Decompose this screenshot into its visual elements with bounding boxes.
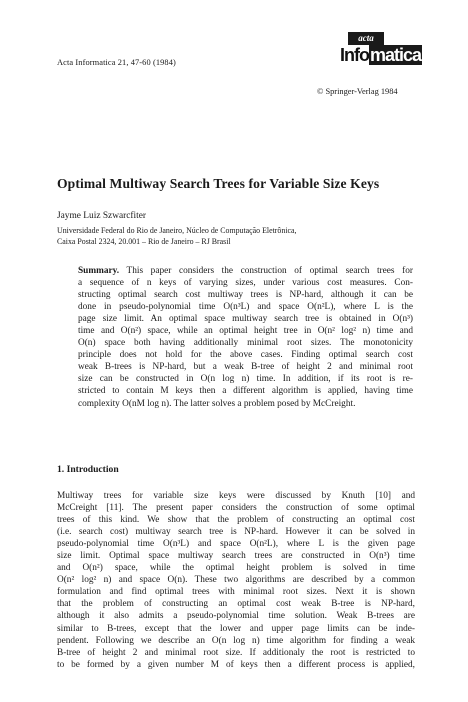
author-affiliation — [57, 225, 417, 247]
abstract-line: O(n) space both having additionally minimal root sizes. The monotonicity — [78, 338, 413, 349]
abstract-line: stricted to contain M keys then a different algorithm is applied, having time — [78, 386, 413, 397]
publisher-copyright: © Springer-Verlag 1984 — [317, 87, 398, 96]
abstract-line: weak B-trees is NP-hard, but a weak B-tree of height 2 and minimal root — [78, 362, 413, 373]
affiliation-line: Universidade Federal do Rio de Janeiro, Núcleo de Computação Eletrônica, — [57, 226, 297, 235]
abstract-lead: Summary. — [78, 266, 120, 276]
abstract-line: page size limit. An optimal space multiway search tree is obtained in O(n³) — [78, 314, 413, 325]
body-line: (i.e. search cost) multiway search tree is NP-hard. However it can be solved in — [57, 527, 415, 538]
body-line: pseudo-polynomial time O(n³L) and space O(n²L), where L is the given page — [57, 539, 415, 550]
abstract-line: a sequence of n keys of varying sizes, under various cost measures. Con- — [78, 278, 413, 289]
abstract-line: complexity O(nM log n). The latter solves a problem posed by McCreight. — [78, 398, 356, 409]
abstract-line: principle does not hold for the above cases. Finding optimal search cost — [78, 350, 413, 361]
body-line: and O(n²) space, while the optimal height problem is solved in time — [57, 563, 415, 574]
body-line: size limit. Optimal space multiway search trees are constructed in O(n³) time — [57, 551, 415, 562]
body-line: McCreight [11]. The present paper considers the construction of some optimal — [57, 503, 415, 514]
abstract-line: time and O(n²) space, while an optimal height tree in O(n² log² n) time and — [78, 326, 413, 337]
body-line: to be formed by a given number M of keys then a different process is applied, — [57, 659, 415, 670]
abstract-line: size can be constructed in O(n log n) time. In addition, if its root is re- — [78, 374, 413, 385]
journal-logo — [340, 32, 422, 80]
logo-info-part: Info — [340, 45, 369, 65]
body-line: pendent. Following we describe an O(n log n) time algorithm for finding a weak — [57, 635, 415, 646]
logo-matica-part: matica — [370, 45, 422, 65]
abstract-line: structing optimal search cost multiway trees is NP-hard, although it can be — [78, 290, 413, 301]
body-line: O(n² log² n) and space O(n). These two algorithms are described by a common — [57, 575, 415, 586]
author-name: Jayme Luiz Szwarcfiter — [57, 211, 147, 221]
abstract — [78, 265, 413, 410]
body-line: trees of this kind. We show that the problem of constructing an optimal cost — [57, 515, 415, 526]
paper-title: Optimal Multiway Search Trees for Variable Size Keys — [57, 176, 380, 191]
section-heading: 1. Introduction — [57, 464, 119, 475]
body-line: Multiway trees for variable size keys were discussed by Knuth [10] and — [57, 491, 415, 501]
logo-acta-text: acta — [348, 32, 384, 45]
body-line: similar to B-trees, except that the lower and upper page limits can be inde- — [57, 623, 415, 634]
abstract-line — [78, 265, 413, 277]
abstract-line: done in pseudo-polynomial time O(n³L) and space O(n²L), where L is the — [78, 302, 413, 313]
logo-informatica-text — [340, 44, 422, 66]
body-line: formulation and find optimal trees with minimal root sizes. Next it is shown — [57, 587, 415, 598]
affiliation-line: Caixa Postal 2324, 20.001 – Rio de Janeiro – RJ Brasil — [57, 237, 231, 246]
body-line: although it also admits a pseudo-polynomial time solution. Weak B-trees are — [57, 611, 415, 622]
journal-reference: Acta Informatica 21, 47-60 (1984) — [57, 58, 176, 67]
body-text — [57, 490, 415, 671]
abstract-line-text: This paper considers the construction of optimal search trees for — [119, 266, 413, 276]
body-line: that the problem of constructing an optimal cost weak B-tree is NP-hard, — [57, 599, 415, 610]
body-line: B-tree of height 2 and minimal root size. If additionaly the root is restricted to — [57, 647, 415, 658]
